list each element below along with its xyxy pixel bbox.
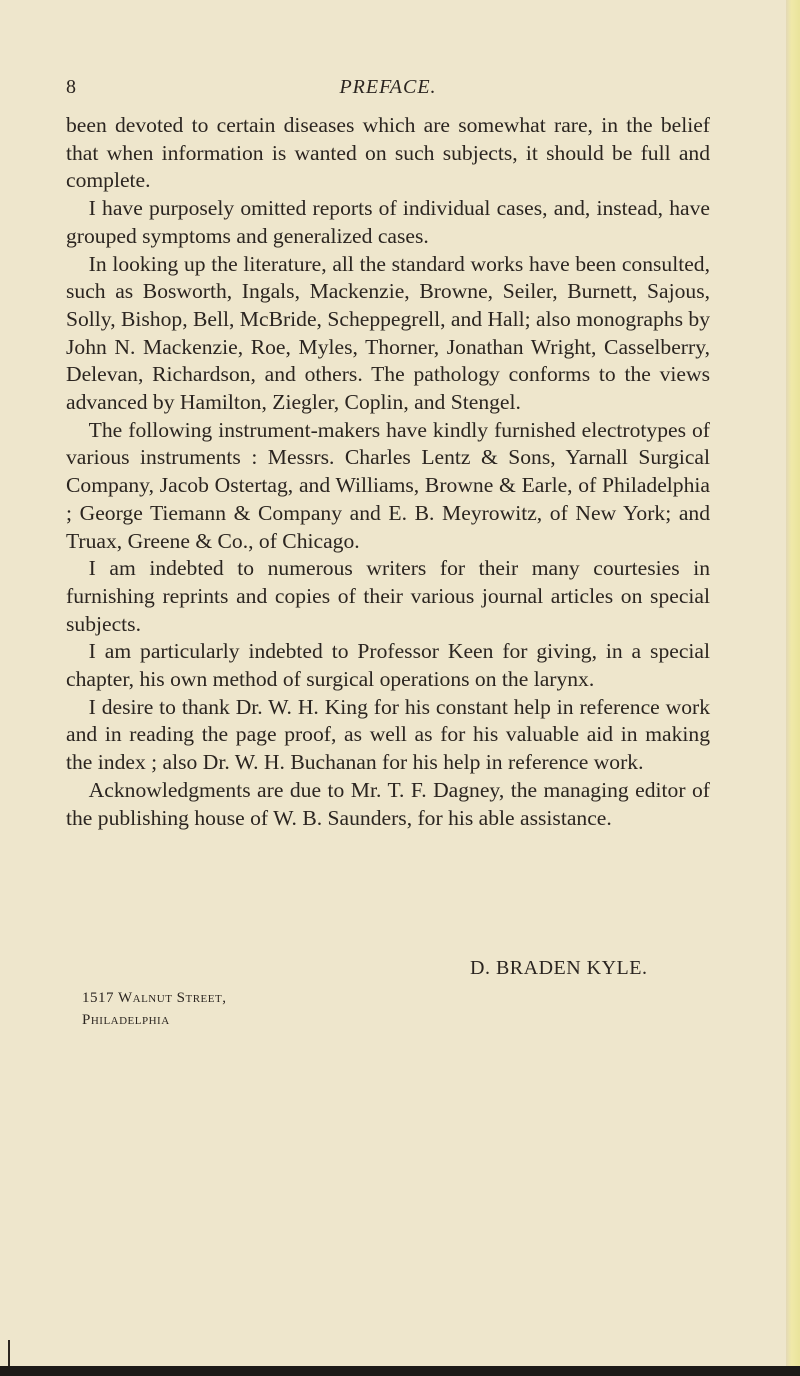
running-title: PREFACE. — [339, 76, 437, 98]
paragraph: The following instrument-makers have kindly furnished electrotypes of various instruments : Messrs. Charles Lentz & Sons, Yarnall Surgical Company, Jacob Ostertag, and Williams, Browne & Earle, of Philadelphia ; George Tiemann & Company and E. B. Meyrowitz, of New York; and Truax, Greene & Co., of Chicago. — [66, 417, 710, 553]
paragraph: In looking up the literature, all the standard works have been consulted, such as Bosworth, Ingals, Mackenzie, Browne, Seiler, Burnett, Sajous, Solly, Bishop, Bell, McBride, Scheppegrell, and Hall; also monographs by John N. Mackenzie, Roe, Myles, Thorner, Jonathan Wright, Casselberry, Delevan, Richardson, and others. The pathology conforms to the views advanced by Hamilton, Ziegler, Coplin, and Stengel. — [66, 251, 710, 415]
author-signature: D. BRADEN KYLE. — [470, 957, 648, 979]
address-city-text: Philadelphia — [82, 1012, 170, 1028]
page-header — [66, 76, 710, 106]
scan-bottom-border — [0, 1366, 800, 1376]
paragraph: I desire to thank Dr. W. H. King for his constant help in reference work and in reading the page proof, as well as for his valuable aid in making the index ; also Dr. W. H. Buchanan for his help in reference work. — [66, 694, 710, 775]
paragraph: Acknowledgments are due to Mr. T. F. Dagney, the managing editor of the publishing house of W. B. Saunders, for his able assistance. — [66, 777, 710, 830]
page-edge — [786, 0, 800, 1376]
preface-body — [66, 112, 710, 832]
paragraph: been devoted to certain diseases which are somewhat rare, in the belief that when information is wanted on such subjects, it should be full and complete. — [66, 113, 710, 193]
paragraph: I am particularly indebted to Professor Keen for giving, in a special chapter, his own method of surgical operations on the larynx. — [66, 639, 710, 692]
address-city — [82, 1012, 170, 1029]
page-number: 8 — [66, 76, 76, 98]
address-street-text: 1517 Walnut Street, — [82, 990, 227, 1006]
paragraph: I have purposely omitted reports of individual cases, and, instead, have grouped symptoms and generalized cases. — [66, 196, 710, 248]
address-street — [82, 990, 226, 1007]
paragraph: I am indebted to numerous writers for their many courtesies in furnishing reprints and copies of their various journal articles on special subjects. — [66, 556, 710, 636]
